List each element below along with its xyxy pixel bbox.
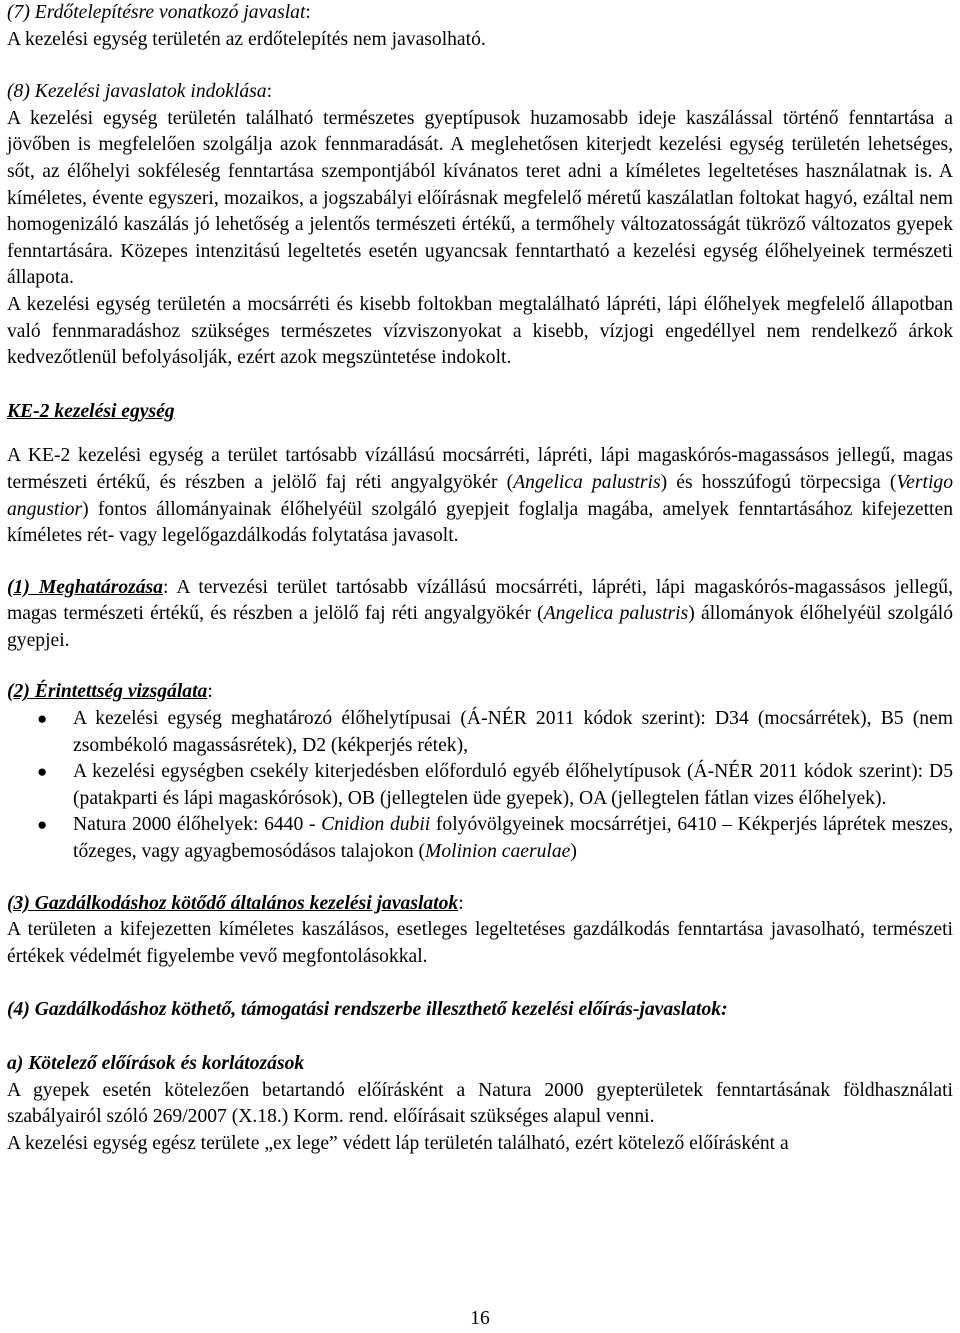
section-1-text-a: A tervezési terület tartósabb vízállású mocsárréti, lápréti, lápi magaskórós-magassásos jellegű, magas természeti értékű, és részben a jelölő faj réti angyalgyökér (	[7, 576, 953, 625]
subsection-a-paragraph-1: A gyepek esetén kötelezően betartandó előírásként a Natura 2000 gyepterületek fenntartásának földhasználati szabályairól szóló 269/2007 (X.18.) Korm. rend. előírásait szükséges alapul venni.	[7, 1079, 953, 1128]
section-8-paragraph-1: A kezelési egység területén található természetes gyeptípusok huzamosabb ideje kaszálással történő fenntartása a jövőben is megfelelően szolgálja azok fennmaradását. A meglehetősen kiterjedt kezelési egység területén lehetséges, sőt, az élőhelyi sokféleség fenntartása szempontjából kívánatos teret adni a kíméletes legeltetéses használatnak is. A kíméletes, évente egyszeri, mozaikos, a jogszabályi előírásnak megfelelő méretű kaszálatlan foltokat hagyó, ezáltal nem homogenizáló kaszálás jó lehetőség a jelentős természeti értékű, a termőhely változatosságát tükröző változatos gyepek fenntartására. Közepes intenzitású legeltetés esetén ugyancsak fenntartható a kezelési egység élőhelyeinek természeti állapota.	[7, 107, 953, 289]
section-1-text-b: ) állományok élőhelyéül szolgáló gyepjei.	[7, 603, 954, 651]
list-item	[7, 759, 953, 812]
bullet-3-text-a: Natura 2000 élőhelyek: 6440 -	[73, 814, 322, 836]
bullet-3-text-b: folyóvölgyeinek mocsárrétjei, 6410 – Kékperjés láprétek meszes, tőzeges, vagy agyagbemosódásos talajokon (	[73, 814, 954, 863]
section-8-colon: :	[266, 81, 273, 103]
section-8-heading	[7, 79, 953, 106]
bullet-2-text: A kezelési egységben csekély kiterjedésben előforduló egyéb élőhelytípusok (Á-NÉR 2011 kódok szerint): D5 (patakparti és lápi magaskórósok), OB (jellegtelen üde gyepek), OA (jellegtelen fátlan vizes élőhelyek).	[73, 761, 953, 809]
bullet-3-species-molinion: Molinion caerulae	[425, 841, 571, 863]
section-1-number: (1)	[7, 576, 30, 598]
habitat-bullet-list	[7, 706, 953, 866]
ke2-species-vertigo: Vertigo angustior	[7, 471, 953, 520]
bullet-3-text-c: )	[570, 841, 577, 863]
page-number: 16	[470, 1308, 490, 1329]
list-item	[7, 706, 953, 759]
section-3-title: Gazdálkodáshoz kötődő általános kezelési javaslatok	[34, 892, 459, 914]
section-8-title: Kezelési javaslatok indoklása	[34, 81, 267, 103]
section-2-colon: :	[207, 681, 213, 703]
bullet-1-text: A kezelési egység meghatározó élőhelytípusai (Á-NÉR 2011 kódok szerint): D34 (mocsárrétek), B5 (nem zsombékoló magassásrétek), D2 (kékperjés rétek),	[73, 708, 953, 756]
list-item	[7, 812, 953, 865]
section-8-number: (8)	[7, 81, 30, 103]
section-3-colon: :	[458, 892, 464, 914]
section-1-title: Meghatározása	[38, 576, 163, 598]
ke2-intro-text-c: ) fontos állományainak élőhelyéül szolgáló gyepjeit foglalja magába, amelyek fenntartásához kifejezetten kíméletes rét- vagy legelőgazdálkodás folytatása javasolt.	[7, 498, 953, 547]
section-7-text: A kezelési egység területén az erdőtelepítés nem javasolható.	[7, 28, 486, 50]
ke2-intro-text-a: A KE-2 kezelési egység a terület tartósabb vízállású mocsárréti, lápréti, lápi magaskórós-magassásos jellegű, magas természeti értékű, és részben a jelölő faj réti angyalgyökér (	[7, 445, 953, 493]
section-7-colon: :	[305, 2, 311, 23]
section-1-species: Angelica palustris	[543, 603, 689, 625]
bullet-icon: ●	[37, 762, 48, 782]
section-8-paragraph-2: A kezelési egység területén a mocsárréti és kisebb foltokban megtalálható lápréti, lápi élőhelyek megfelelő állapotban való fennmaradáshoz szükséges természetes vízviszonyokat a kisebb, vízjogi engedéllyel nem rendelkező árkok kedvezőtlenül befolyásolják, ezért azok megszüntetése indokolt.	[7, 293, 953, 369]
subsection-a-heading: a) Kötelező előírások és korlátozások	[7, 1053, 305, 1074]
bullet-3-species-cnidion: Cnidion dubii	[321, 814, 431, 836]
section-1-colon: :	[162, 576, 169, 598]
ke2-heading: KE-2 kezelési egység	[7, 400, 175, 422]
bullet-icon: ●	[37, 815, 48, 835]
ke2-intro-text-b: ) és hosszúfogú törpecsiga (	[660, 471, 897, 493]
ke2-species-angelica: Angelica palustris	[513, 471, 661, 493]
section-3-heading	[7, 891, 953, 918]
section-1-paragraph	[7, 575, 953, 655]
section-7-heading	[7, 0, 953, 27]
section-7-number: (7)	[7, 2, 30, 23]
section-4-heading: (4) Gazdálkodáshoz köthető, támogatási rendszerbe illeszthető kezelési előírás-javaslatok:	[7, 999, 728, 1021]
subsection-a-paragraph-2: A kezelési egység egész területe „ex lege” védett láp területén található, ezért kötelező előírásként a	[7, 1132, 789, 1154]
section-3-number: (3)	[7, 892, 30, 914]
section-2-title: Érintettség vizsgálata	[34, 681, 208, 703]
section-7-title: Erdőtelepítésre vonatkozó javaslat	[34, 2, 306, 23]
section-2-number: (2)	[7, 681, 30, 703]
section-2-heading	[7, 679, 953, 706]
document-page	[7, 0, 953, 1157]
ke2-intro	[7, 443, 953, 549]
bullet-icon: ●	[37, 709, 48, 729]
section-3-text: A területen a kifejezetten kíméletes kaszálásos, esetleges legeltetéses gazdálkodás fenntartása javasolható, természeti értékek védelmét figyelembe vevő megfontolásokkal.	[7, 919, 953, 967]
